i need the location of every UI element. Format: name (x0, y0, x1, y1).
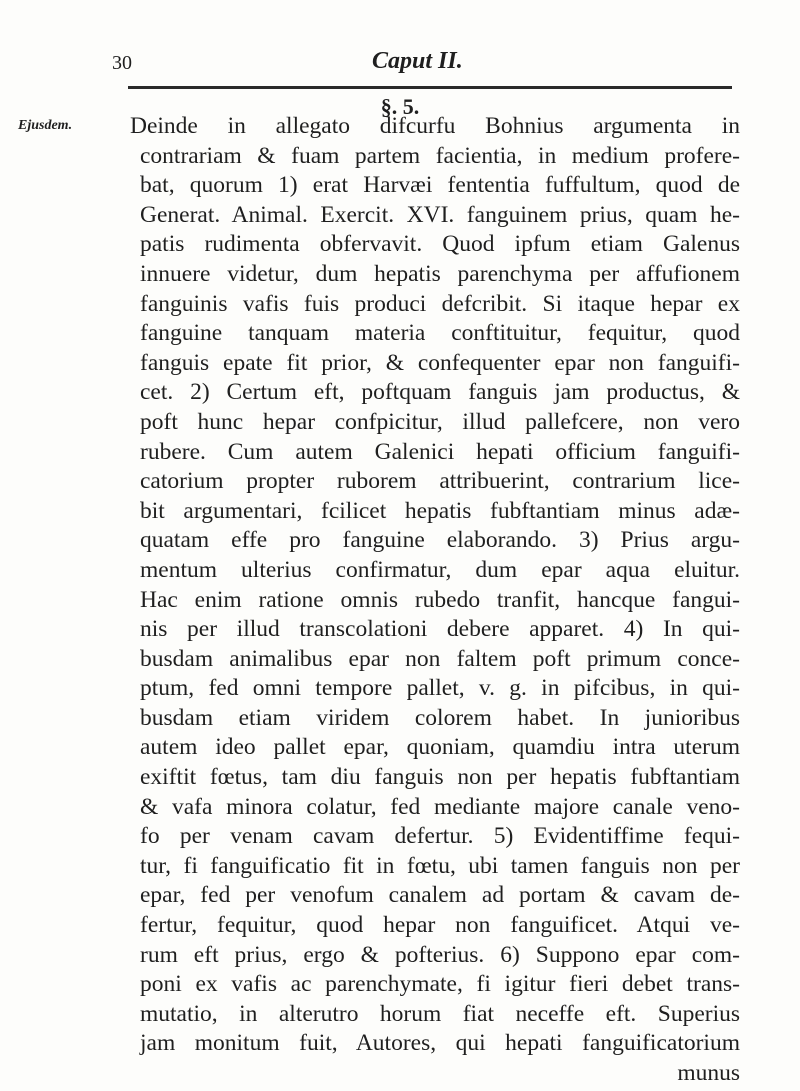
text-line: bit argumentari, fcilicet hepatis fubftantiam minus adæ- (140, 497, 740, 524)
text-line: poft hunc hepar confpicitur, illud pallefcere, non vero (140, 408, 740, 435)
text-line: mentum ulterius confirmatur, dum epar aqua eluitur. (140, 556, 740, 583)
text-line: poni ex vafis ac parenchymate, fi igitur fieri debet trans- (140, 971, 740, 998)
text-line: mutatio, in alterutro horum fiat neceffe eft. Superius (140, 1000, 740, 1027)
running-head: Caput II. (372, 48, 463, 74)
text-line: innuere videtur, dum hepatis parenchyma per affufionem (140, 260, 740, 287)
text-line: contrariam & fuam partem facientia, in medium profere- (140, 142, 740, 169)
text-line: rubere. Cum autem Galenici hepati officium fanguifi- (140, 438, 740, 465)
text-line: cet. 2) Certum eft, poftquam fanguis jam productus, & (140, 379, 740, 406)
text-line: fanguinis vafis fuis produci defcribit. Si itaque hepar ex (140, 290, 740, 317)
text-line: exiftit fœtus, tam diu fanguis non per hepatis fubftantiam (140, 764, 740, 791)
text-line: fanguine tanquam materia conftituitur, fequitur, quod (140, 320, 740, 347)
section-heading: §. 5. (380, 94, 420, 119)
text-line: epar, fed per venofum canalem ad portam & cavam de- (140, 882, 740, 909)
text-line: Generat. Animal. Exercit. XVI. fanguinem prius, quam he- (140, 201, 740, 228)
header-rule (128, 86, 732, 89)
text-line: bat, quorum 1) erat Harvæi fententia fuffultum, quod de (140, 172, 740, 199)
text-line: nis per illud transcolationi debere apparet. 4) In qui- (140, 616, 740, 643)
text-line: rum eft prius, ergo & pofterius. 6) Suppono epar com- (140, 941, 740, 968)
text-line: ptum, fed omni tempore pallet, v. g. in pifcibus, in qui- (140, 675, 740, 702)
text-line: patis rudimenta obfervavit. Quod ipfum etiam Galenus (140, 231, 740, 258)
text-line: & vafa minora colatur, fed mediante majore canale veno- (140, 793, 740, 820)
text-line: Deinde in allegato difcurfu Bohnius argumenta in (130, 113, 740, 139)
text-line: fertur, fequitur, quod hepar non fanguificet. Atqui ve- (140, 912, 740, 939)
text-line: catorium propter ruborem attribuerint, contrarium lice- (140, 468, 740, 495)
text-line: fanguis epate fit prior, & confequenter epar non fanguifi- (140, 349, 740, 376)
text-line: quatam effe pro fanguine elaborando. 3) Prius argu- (140, 527, 740, 554)
text-line: busdam etiam viridem colorem habet. In junioribus (140, 704, 740, 731)
text-line: autem ideo pallet epar, quoniam, quamdiu intra uterum (140, 734, 740, 761)
margin-note: Ejusdem. (18, 118, 73, 133)
text-line: Hac enim ratione omnis rubedo tranfit, hancque fangui- (140, 586, 740, 613)
text-line: tur, fi fanguificatio fit in fœtu, ubi tamen fanguis non per (140, 852, 740, 879)
text-line: jam monitum fuit, Autores, qui hepati fanguificatorium (140, 1030, 740, 1057)
page-number: 30 (112, 52, 132, 74)
catchword: munus (677, 1060, 740, 1086)
body-text (130, 112, 740, 1089)
text-line: fo per venam cavam defertur. 5) Evidentiffime fequi- (140, 823, 740, 850)
text-line: busdam animalibus epar non faltem poft primum conce- (140, 645, 740, 672)
